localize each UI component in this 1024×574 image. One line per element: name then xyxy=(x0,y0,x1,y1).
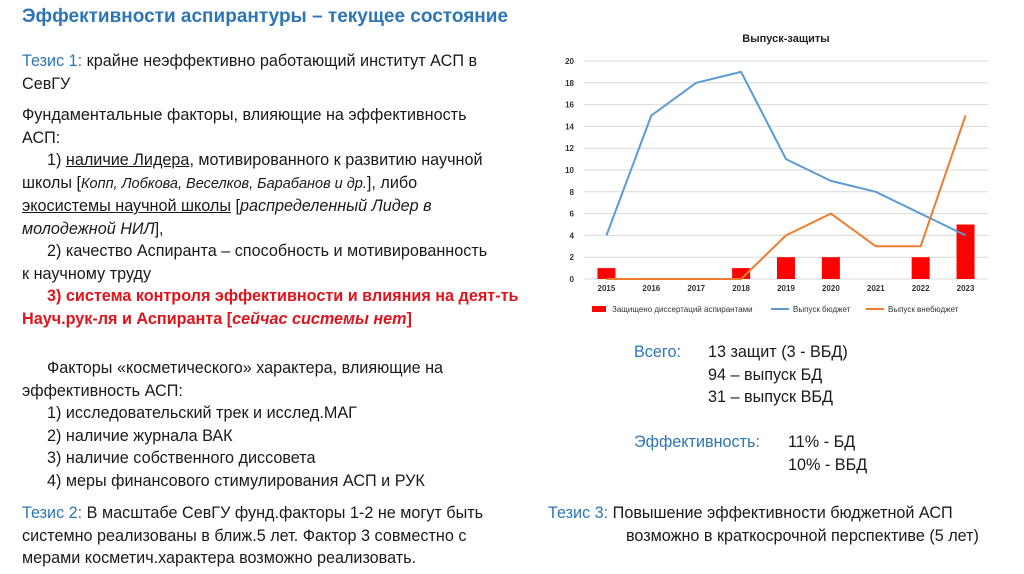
cosmetic-heading-1: Факторы «косметического» характера, влияющие на xyxy=(47,359,444,377)
factor-3-line-2 xyxy=(22,308,562,331)
factors-heading-1: Фундаментальные факторы, влияющие на эффективность xyxy=(22,106,467,124)
efficiency-label: Эффективность: xyxy=(634,433,760,451)
thesis-1-text: крайне неэффективно работающий институт АСП в xyxy=(82,52,478,70)
legend-label: Выпуск внебюджет xyxy=(888,305,959,314)
x-tick-label: 2020 xyxy=(821,284,840,293)
y-tick-label: 16 xyxy=(565,100,574,110)
factor-3-close: ] xyxy=(406,309,412,328)
efficiency-budget: 11% - БД xyxy=(788,433,856,451)
chart-title: Выпуск-защиты xyxy=(742,33,830,45)
y-tick-label: 10 xyxy=(565,166,574,175)
factor-1-line-1 xyxy=(22,149,562,172)
thesis-2-line-3: мерами косметич.характера возможно реализовать. xyxy=(22,549,417,567)
thesis-2 xyxy=(22,502,532,570)
factors-heading-2: АСП: xyxy=(22,128,61,147)
x-tick-label: 2022 xyxy=(911,284,930,293)
factor-1-prefix: 1) xyxy=(47,151,66,169)
series-line xyxy=(606,116,965,280)
thesis-1-text-2: СевГУ xyxy=(22,74,71,93)
y-tick-label: 0 xyxy=(569,275,574,284)
factor-2-line-2: к научному труду xyxy=(22,264,152,283)
legend-swatch xyxy=(592,306,606,312)
x-tick-label: 2023 xyxy=(956,284,975,293)
cosmetic-heading-2: эффективность АСП: xyxy=(22,381,183,400)
factor-1-line-2 xyxy=(22,172,562,196)
factor-3-note: сейчас системы нет xyxy=(232,309,407,328)
summary-block xyxy=(634,341,994,476)
thesis-1-label: Тезис 1: xyxy=(22,52,83,70)
total-label: Всего: xyxy=(634,343,681,361)
efficiency-extrabudget: 10% - ВБД xyxy=(788,455,868,474)
factor-1-distributed: распределенный Лидер в xyxy=(240,197,432,215)
thesis-3-label: Тезис 3: xyxy=(548,504,609,522)
legend-label: Защищено диссертаций аспирантами xyxy=(612,305,753,314)
y-tick-label: 4 xyxy=(569,231,574,241)
factor-1-ecosystem: экосистемы научной школы xyxy=(22,197,231,215)
thesis-2-line-2: системно реализованы в ближ.5 лет. Фактор 3 совместно с xyxy=(22,526,467,545)
bar xyxy=(597,268,615,279)
bar xyxy=(777,257,795,279)
factor-1-line-3 xyxy=(22,195,562,218)
y-tick-label: 12 xyxy=(565,144,574,154)
thesis-1 xyxy=(22,50,532,95)
x-tick-label: 2016 xyxy=(642,284,661,293)
cosmetic-item: 2) наличие журнала ВАК xyxy=(47,426,233,445)
thesis-2-line-1: В масштабе СевГУ фунд.факторы 1-2 не могут быть xyxy=(82,504,484,522)
y-tick-label: 8 xyxy=(569,187,574,197)
thesis-3 xyxy=(548,502,1018,547)
page-title: Эффективности аспирантуры – текущее состояние xyxy=(22,6,509,27)
y-tick-label: 18 xyxy=(565,78,574,88)
factor-1-close: ], xyxy=(154,219,164,238)
cosmetic-factors xyxy=(22,357,542,492)
factor-2-line-1: 2) качество Аспиранта – способность и мотивированность xyxy=(47,242,488,260)
thesis-3-line-1: Повышение эффективности бюджетной АСП xyxy=(608,504,953,522)
y-tick-label: 6 xyxy=(569,209,574,219)
y-tick-label: 20 xyxy=(565,57,574,66)
total-extrabudget: 31 – выпуск ВБД xyxy=(708,388,833,406)
factor-1-line-4 xyxy=(22,218,562,241)
x-tick-label: 2017 xyxy=(687,284,706,293)
fundamental-factors xyxy=(22,104,562,330)
y-tick-label: 14 xyxy=(565,122,574,132)
factor-1-or: ], либо xyxy=(366,173,418,192)
cosmetic-item: 3) наличие собственного диссовета xyxy=(47,449,316,467)
x-tick-label: 2021 xyxy=(866,284,885,293)
cosmetic-item: 1) исследовательский трек и исслед.МАГ xyxy=(47,404,357,422)
defenses-chart xyxy=(548,24,998,324)
factor-1-names: Копп, Лобкова, Веселков, Барабанов и др. xyxy=(80,175,367,192)
factor-1-bracket: [ xyxy=(231,197,240,215)
factor-1-rest: , мотивированного к развитию научной xyxy=(189,151,483,169)
factor-1-school: школы [ xyxy=(22,173,81,192)
series-line xyxy=(606,72,965,236)
x-tick-label: 2019 xyxy=(777,284,795,293)
y-tick-label: 2 xyxy=(569,253,574,263)
x-tick-label: 2018 xyxy=(732,284,751,293)
legend-label: Выпуск бюджет xyxy=(793,305,851,314)
bar xyxy=(912,257,930,279)
x-tick-label: 2015 xyxy=(597,284,616,293)
cosmetic-item: 4) меры финансового стимулирования АСП и РУК xyxy=(47,471,425,490)
bar xyxy=(822,257,840,279)
factor-3-text: Науч.рук-ля и Аспиранта [ xyxy=(22,309,233,328)
factor-1-leader: наличие Лидера xyxy=(65,151,190,169)
thesis-2-label: Тезис 2: xyxy=(22,504,83,522)
total-defenses: 13 защит (3 - ВБД) xyxy=(708,343,848,361)
factor-3-line-1: 3) система контроля эффективности и влияния на деят-ть xyxy=(47,287,519,305)
factor-1-nil: молодежной НИЛ xyxy=(22,219,155,238)
thesis-3-line-2: возможно в краткосрочной перспективе (5 лет) xyxy=(626,526,979,545)
total-budget: 94 – выпуск БД xyxy=(708,365,823,384)
